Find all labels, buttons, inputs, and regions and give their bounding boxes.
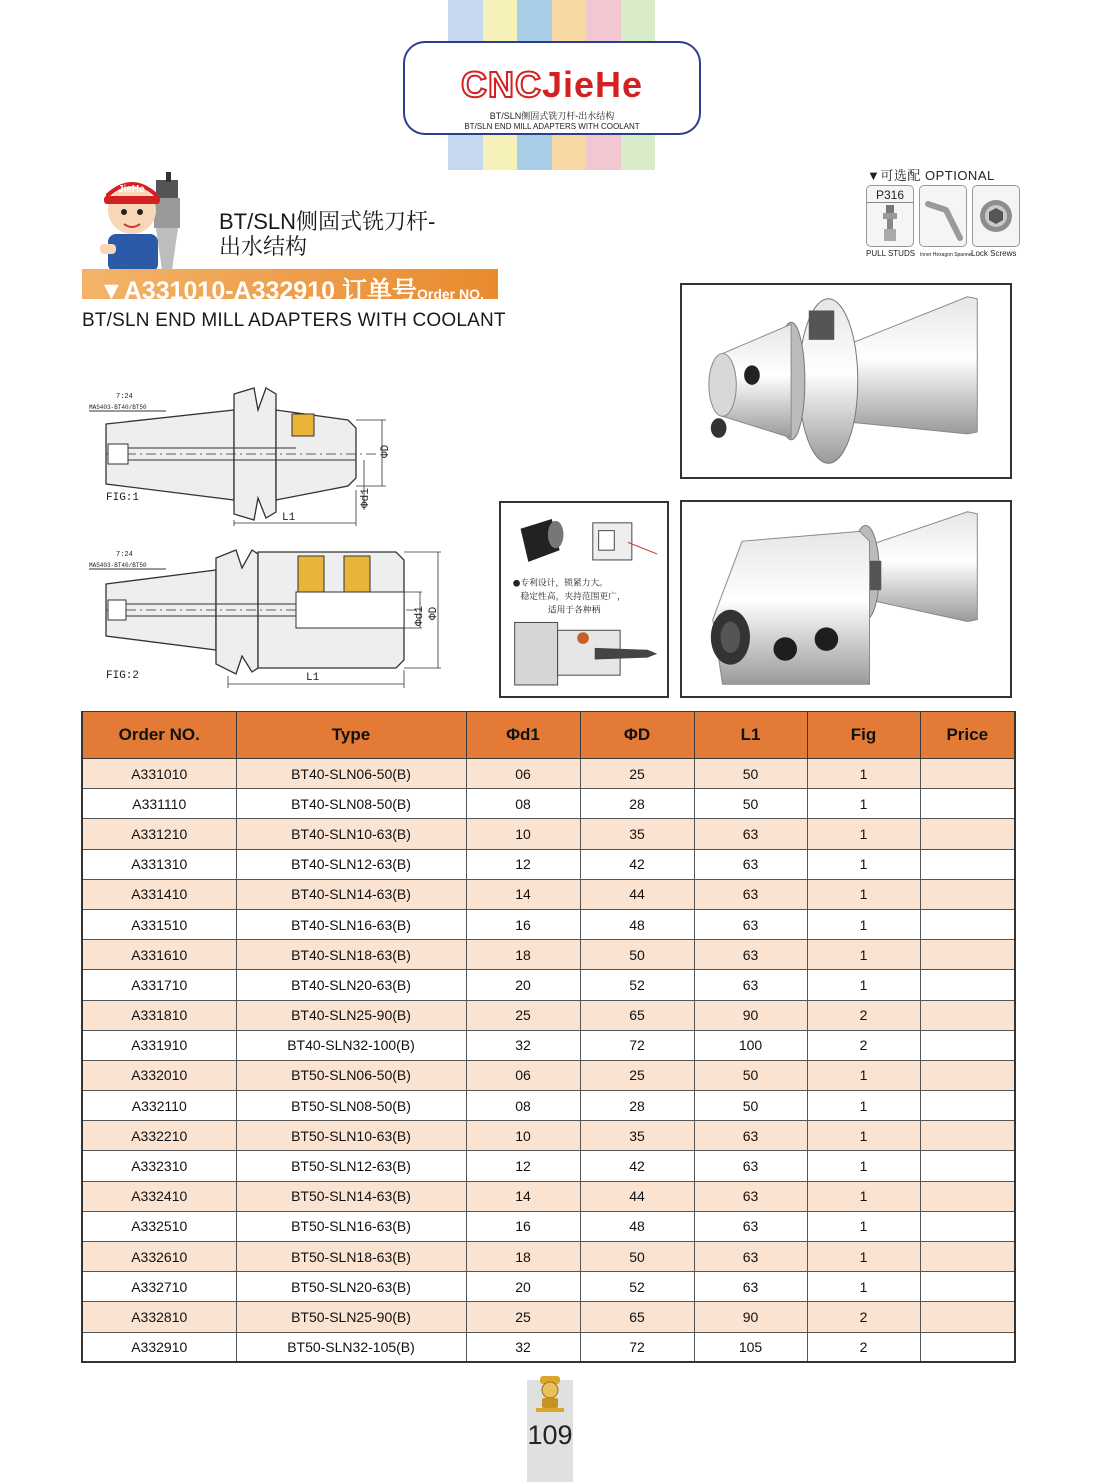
order-no-cell: A331210	[82, 819, 236, 849]
d-cell: 52	[580, 970, 694, 1000]
price-cell	[920, 1242, 1015, 1272]
table-row	[82, 1000, 1015, 1030]
l1-cell: 63	[694, 970, 807, 1000]
price-cell	[920, 1030, 1015, 1060]
order-no-cell: A332710	[82, 1272, 236, 1302]
d-cell: 48	[580, 909, 694, 939]
fig2-taper: 7:24	[116, 551, 133, 559]
d-cell: 48	[580, 1211, 694, 1241]
order-label-en: Order NO.	[416, 286, 484, 302]
d-cell: 72	[580, 1332, 694, 1362]
table-row	[82, 940, 1015, 970]
d1-cell: 18	[466, 1242, 580, 1272]
table-row	[82, 1211, 1015, 1241]
d1-cell: 20	[466, 1272, 580, 1302]
mascot-icon	[96, 170, 196, 275]
order-no-cell: A332510	[82, 1211, 236, 1241]
d-cell: 42	[580, 849, 694, 879]
type-cell: BT40-SLN10-63(B)	[236, 819, 466, 849]
brand-cnc: CNC	[460, 64, 542, 105]
order-no-cell: A331110	[82, 789, 236, 819]
type-cell: BT40-SLN32-100(B)	[236, 1030, 466, 1060]
d1-cell: 16	[466, 1211, 580, 1241]
fig-cell: 1	[807, 1242, 920, 1272]
fig2-drawing	[86, 540, 446, 690]
d-cell: 50	[580, 940, 694, 970]
l1-cell: 50	[694, 759, 807, 789]
type-cell: BT50-SLN08-50(B)	[236, 1091, 466, 1121]
fig-cell: 1	[807, 970, 920, 1000]
d1-cell: 12	[466, 849, 580, 879]
l1-cell: 90	[694, 1302, 807, 1332]
table-row	[82, 759, 1015, 789]
fig2-label: FIG:2	[106, 670, 140, 682]
fig-cell: 1	[807, 1121, 920, 1151]
order-no-cell: A332310	[82, 1151, 236, 1181]
title-en: BT/SLN END MILL ADAPTERS WITH COOLANT	[82, 310, 506, 331]
order-no-cell: A332110	[82, 1091, 236, 1121]
mascot-small-icon	[536, 1374, 564, 1412]
d1-cell: 25	[466, 1000, 580, 1030]
table-row	[82, 849, 1015, 879]
type-cell: BT50-SLN16-63(B)	[236, 1211, 466, 1241]
hex-key-box	[919, 185, 967, 247]
product-photo-2	[680, 500, 1012, 698]
col-l1: L1	[694, 712, 807, 759]
fig-cell: 1	[807, 1060, 920, 1090]
note-line1: ●专利设计，锁紧力大。	[512, 578, 609, 589]
pull-stud-caption: PULL STUDS	[866, 249, 916, 258]
d1-cell: 12	[466, 1151, 580, 1181]
fig-cell: 1	[807, 759, 920, 789]
order-no-cell: A331410	[82, 879, 236, 909]
spec-table-wrapper	[81, 711, 1014, 1363]
order-no-cell: A332010	[82, 1060, 236, 1090]
price-cell	[920, 819, 1015, 849]
fig1-taper: 7:24	[116, 393, 133, 401]
type-cell: BT50-SLN12-63(B)	[236, 1151, 466, 1181]
table-row	[82, 1181, 1015, 1211]
order-no-cell: A332410	[82, 1181, 236, 1211]
d-cell: 25	[580, 759, 694, 789]
d-cell: 25	[580, 1060, 694, 1090]
lock-screw-icon	[973, 186, 1019, 246]
title-cn	[219, 209, 435, 259]
table-row	[82, 819, 1015, 849]
type-cell: BT40-SLN06-50(B)	[236, 759, 466, 789]
l1-cell: 63	[694, 849, 807, 879]
price-cell	[920, 1151, 1015, 1181]
fig-cell: 2	[807, 1000, 920, 1030]
fig2-standard: MAS403-BT40/BT50	[89, 562, 147, 569]
page-number: 109	[527, 1420, 573, 1450]
fig-cell: 1	[807, 1091, 920, 1121]
fig2-dim-d: ΦD	[428, 606, 440, 620]
fig-cell: 1	[807, 1181, 920, 1211]
l1-cell: 105	[694, 1332, 807, 1362]
table-row	[82, 789, 1015, 819]
table-row	[82, 1302, 1015, 1332]
d1-cell: 32	[466, 1030, 580, 1060]
order-range-text	[99, 271, 484, 307]
l1-cell: 63	[694, 909, 807, 939]
d-cell: 35	[580, 1121, 694, 1151]
type-cell: BT40-SLN25-90(B)	[236, 1000, 466, 1030]
d1-cell: 18	[466, 940, 580, 970]
d-cell: 28	[580, 789, 694, 819]
price-cell	[920, 1181, 1015, 1211]
type-cell: BT40-SLN16-63(B)	[236, 909, 466, 939]
l1-cell: 63	[694, 819, 807, 849]
d1-cell: 10	[466, 1121, 580, 1151]
fig1-dim-d1: Φd1	[360, 488, 372, 508]
type-cell: BT50-SLN06-50(B)	[236, 1060, 466, 1090]
price-cell	[920, 1332, 1015, 1362]
spec-table	[81, 711, 1016, 1363]
fig1-dim-l1: L1	[282, 512, 296, 524]
fig-cell: 1	[807, 789, 920, 819]
fig1-label: FIG:1	[106, 492, 140, 504]
d-cell: 50	[580, 1242, 694, 1272]
d-cell: 28	[580, 1091, 694, 1121]
title-cn-line2: 出水结构	[219, 234, 308, 259]
type-cell: BT50-SLN14-63(B)	[236, 1181, 466, 1211]
fig-cell: 1	[807, 849, 920, 879]
order-range: ▼A331010-A332910	[99, 277, 336, 305]
type-cell: BT40-SLN14-63(B)	[236, 879, 466, 909]
brand-logo	[405, 65, 699, 105]
l1-cell: 63	[694, 940, 807, 970]
price-cell	[920, 789, 1015, 819]
col-order-no: Order NO.	[82, 712, 236, 759]
col-fig: Fig	[807, 712, 920, 759]
table-row	[82, 1121, 1015, 1151]
table-row	[82, 1272, 1015, 1302]
price-cell	[920, 1211, 1015, 1241]
price-cell	[920, 970, 1015, 1000]
lock-screw-box	[972, 185, 1020, 247]
d-cell: 44	[580, 879, 694, 909]
pull-stud-box	[866, 185, 914, 247]
price-cell	[920, 909, 1015, 939]
fig-cell: 1	[807, 1272, 920, 1302]
table-header-row	[82, 712, 1015, 759]
pull-stud-icon	[867, 203, 913, 245]
d-cell: 72	[580, 1030, 694, 1060]
order-no-cell: A332610	[82, 1242, 236, 1272]
d1-cell: 06	[466, 1060, 580, 1090]
price-cell	[920, 759, 1015, 789]
d1-cell: 16	[466, 909, 580, 939]
col-d1: Φd1	[466, 712, 580, 759]
d-cell: 35	[580, 819, 694, 849]
table-row	[82, 1091, 1015, 1121]
fig-cell: 1	[807, 909, 920, 939]
l1-cell: 50	[694, 1091, 807, 1121]
price-cell	[920, 1272, 1015, 1302]
order-no-cell: A332810	[82, 1302, 236, 1332]
d-cell: 65	[580, 1302, 694, 1332]
table-row	[82, 1030, 1015, 1060]
l1-cell: 90	[694, 1000, 807, 1030]
d1-cell: 14	[466, 1181, 580, 1211]
d-cell: 52	[580, 1272, 694, 1302]
order-no-cell: A331510	[82, 909, 236, 939]
fig2-dim-d1: Φd1	[414, 606, 426, 626]
l1-cell: 63	[694, 1211, 807, 1241]
brand-name: JieHe	[541, 64, 644, 105]
price-cell	[920, 1000, 1015, 1030]
col-price: Price	[920, 712, 1015, 759]
brand-box	[403, 41, 701, 135]
fig-cell: 1	[807, 940, 920, 970]
fig-cell: 1	[807, 1151, 920, 1181]
table-row	[82, 1242, 1015, 1272]
fig-cell: 2	[807, 1302, 920, 1332]
d1-cell: 32	[466, 1332, 580, 1362]
price-cell	[920, 879, 1015, 909]
l1-cell: 50	[694, 789, 807, 819]
col-type: Type	[236, 712, 466, 759]
d1-cell: 08	[466, 789, 580, 819]
d1-cell: 20	[466, 970, 580, 1000]
title-cn-line1: BT/SLN侧固式铣刀杆-	[219, 209, 436, 234]
optional-label: ▼可选配 OPTIONAL	[867, 168, 995, 183]
d1-cell: 14	[466, 879, 580, 909]
d1-cell: 06	[466, 759, 580, 789]
l1-cell: 63	[694, 1151, 807, 1181]
sidelock-detail-sketch	[499, 501, 669, 698]
order-no-cell: A331710	[82, 970, 236, 1000]
order-no-cell: A331310	[82, 849, 236, 879]
d-cell: 42	[580, 1151, 694, 1181]
col-d: ΦD	[580, 712, 694, 759]
table-row	[82, 1060, 1015, 1090]
type-cell: BT40-SLN20-63(B)	[236, 970, 466, 1000]
d1-cell: 10	[466, 819, 580, 849]
table-row	[82, 1151, 1015, 1181]
fig1-standard: MAS403-BT40/BT50	[89, 404, 147, 411]
order-no-cell: A331010	[82, 759, 236, 789]
fig-cell: 1	[807, 879, 920, 909]
l1-cell: 63	[694, 1242, 807, 1272]
fig-cell: 2	[807, 1030, 920, 1060]
table-row	[82, 1332, 1015, 1362]
l1-cell: 63	[694, 1272, 807, 1302]
order-no-cell: A332210	[82, 1121, 236, 1151]
price-cell	[920, 1302, 1015, 1332]
l1-cell: 63	[694, 1181, 807, 1211]
order-no-cell: A331610	[82, 940, 236, 970]
table-row	[82, 879, 1015, 909]
table-row	[82, 909, 1015, 939]
type-cell: BT50-SLN10-63(B)	[236, 1121, 466, 1151]
type-cell: BT50-SLN32-105(B)	[236, 1332, 466, 1362]
price-cell	[920, 940, 1015, 970]
order-no-cell: A331910	[82, 1030, 236, 1060]
d1-cell: 08	[466, 1091, 580, 1121]
table-body	[82, 759, 1015, 1363]
fig-cell: 2	[807, 1332, 920, 1362]
d-cell: 65	[580, 1000, 694, 1030]
fig1-dim-d: ΦD	[380, 444, 392, 458]
brand-subtitle-en: BT/SLN END MILL ADAPTERS WITH COOLANT	[464, 122, 640, 131]
price-cell	[920, 1091, 1015, 1121]
pull-stud-code: P316	[867, 188, 913, 203]
fig1-drawing	[86, 380, 406, 530]
hex-key-caption: Inner Hexagon Spanner	[920, 252, 974, 258]
fig-cell: 1	[807, 819, 920, 849]
order-range-banner	[82, 269, 498, 305]
brand-subtitle-cn: BT/SLN侧固式铣刀杆-出水结构	[489, 111, 615, 121]
lock-screw-caption: Lock Screws	[971, 249, 1017, 258]
type-cell: BT40-SLN18-63(B)	[236, 940, 466, 970]
l1-cell: 63	[694, 1121, 807, 1151]
price-cell	[920, 1060, 1015, 1090]
order-no-cell: A332910	[82, 1332, 236, 1362]
type-cell: BT40-SLN08-50(B)	[236, 789, 466, 819]
order-label-cn: 订单号	[335, 277, 417, 305]
hex-key-icon	[920, 186, 966, 246]
type-cell: BT50-SLN18-63(B)	[236, 1242, 466, 1272]
mascot-cap-text: JieHe	[118, 184, 145, 195]
order-no-cell: A331810	[82, 1000, 236, 1030]
l1-cell: 63	[694, 879, 807, 909]
type-cell: BT40-SLN12-63(B)	[236, 849, 466, 879]
d-cell: 44	[580, 1181, 694, 1211]
note-line2: 稳定性高，夹持范围更广，	[520, 592, 626, 603]
d1-cell: 25	[466, 1302, 580, 1332]
l1-cell: 100	[694, 1030, 807, 1060]
note-line3: 适用于各种柄	[547, 605, 601, 616]
fig2-dim-l1: L1	[306, 672, 320, 684]
l1-cell: 50	[694, 1060, 807, 1090]
type-cell: BT50-SLN25-90(B)	[236, 1302, 466, 1332]
product-photo-1	[680, 283, 1012, 479]
price-cell	[920, 849, 1015, 879]
type-cell: BT50-SLN20-63(B)	[236, 1272, 466, 1302]
price-cell	[920, 1121, 1015, 1151]
fig-cell: 1	[807, 1211, 920, 1241]
table-row	[82, 970, 1015, 1000]
